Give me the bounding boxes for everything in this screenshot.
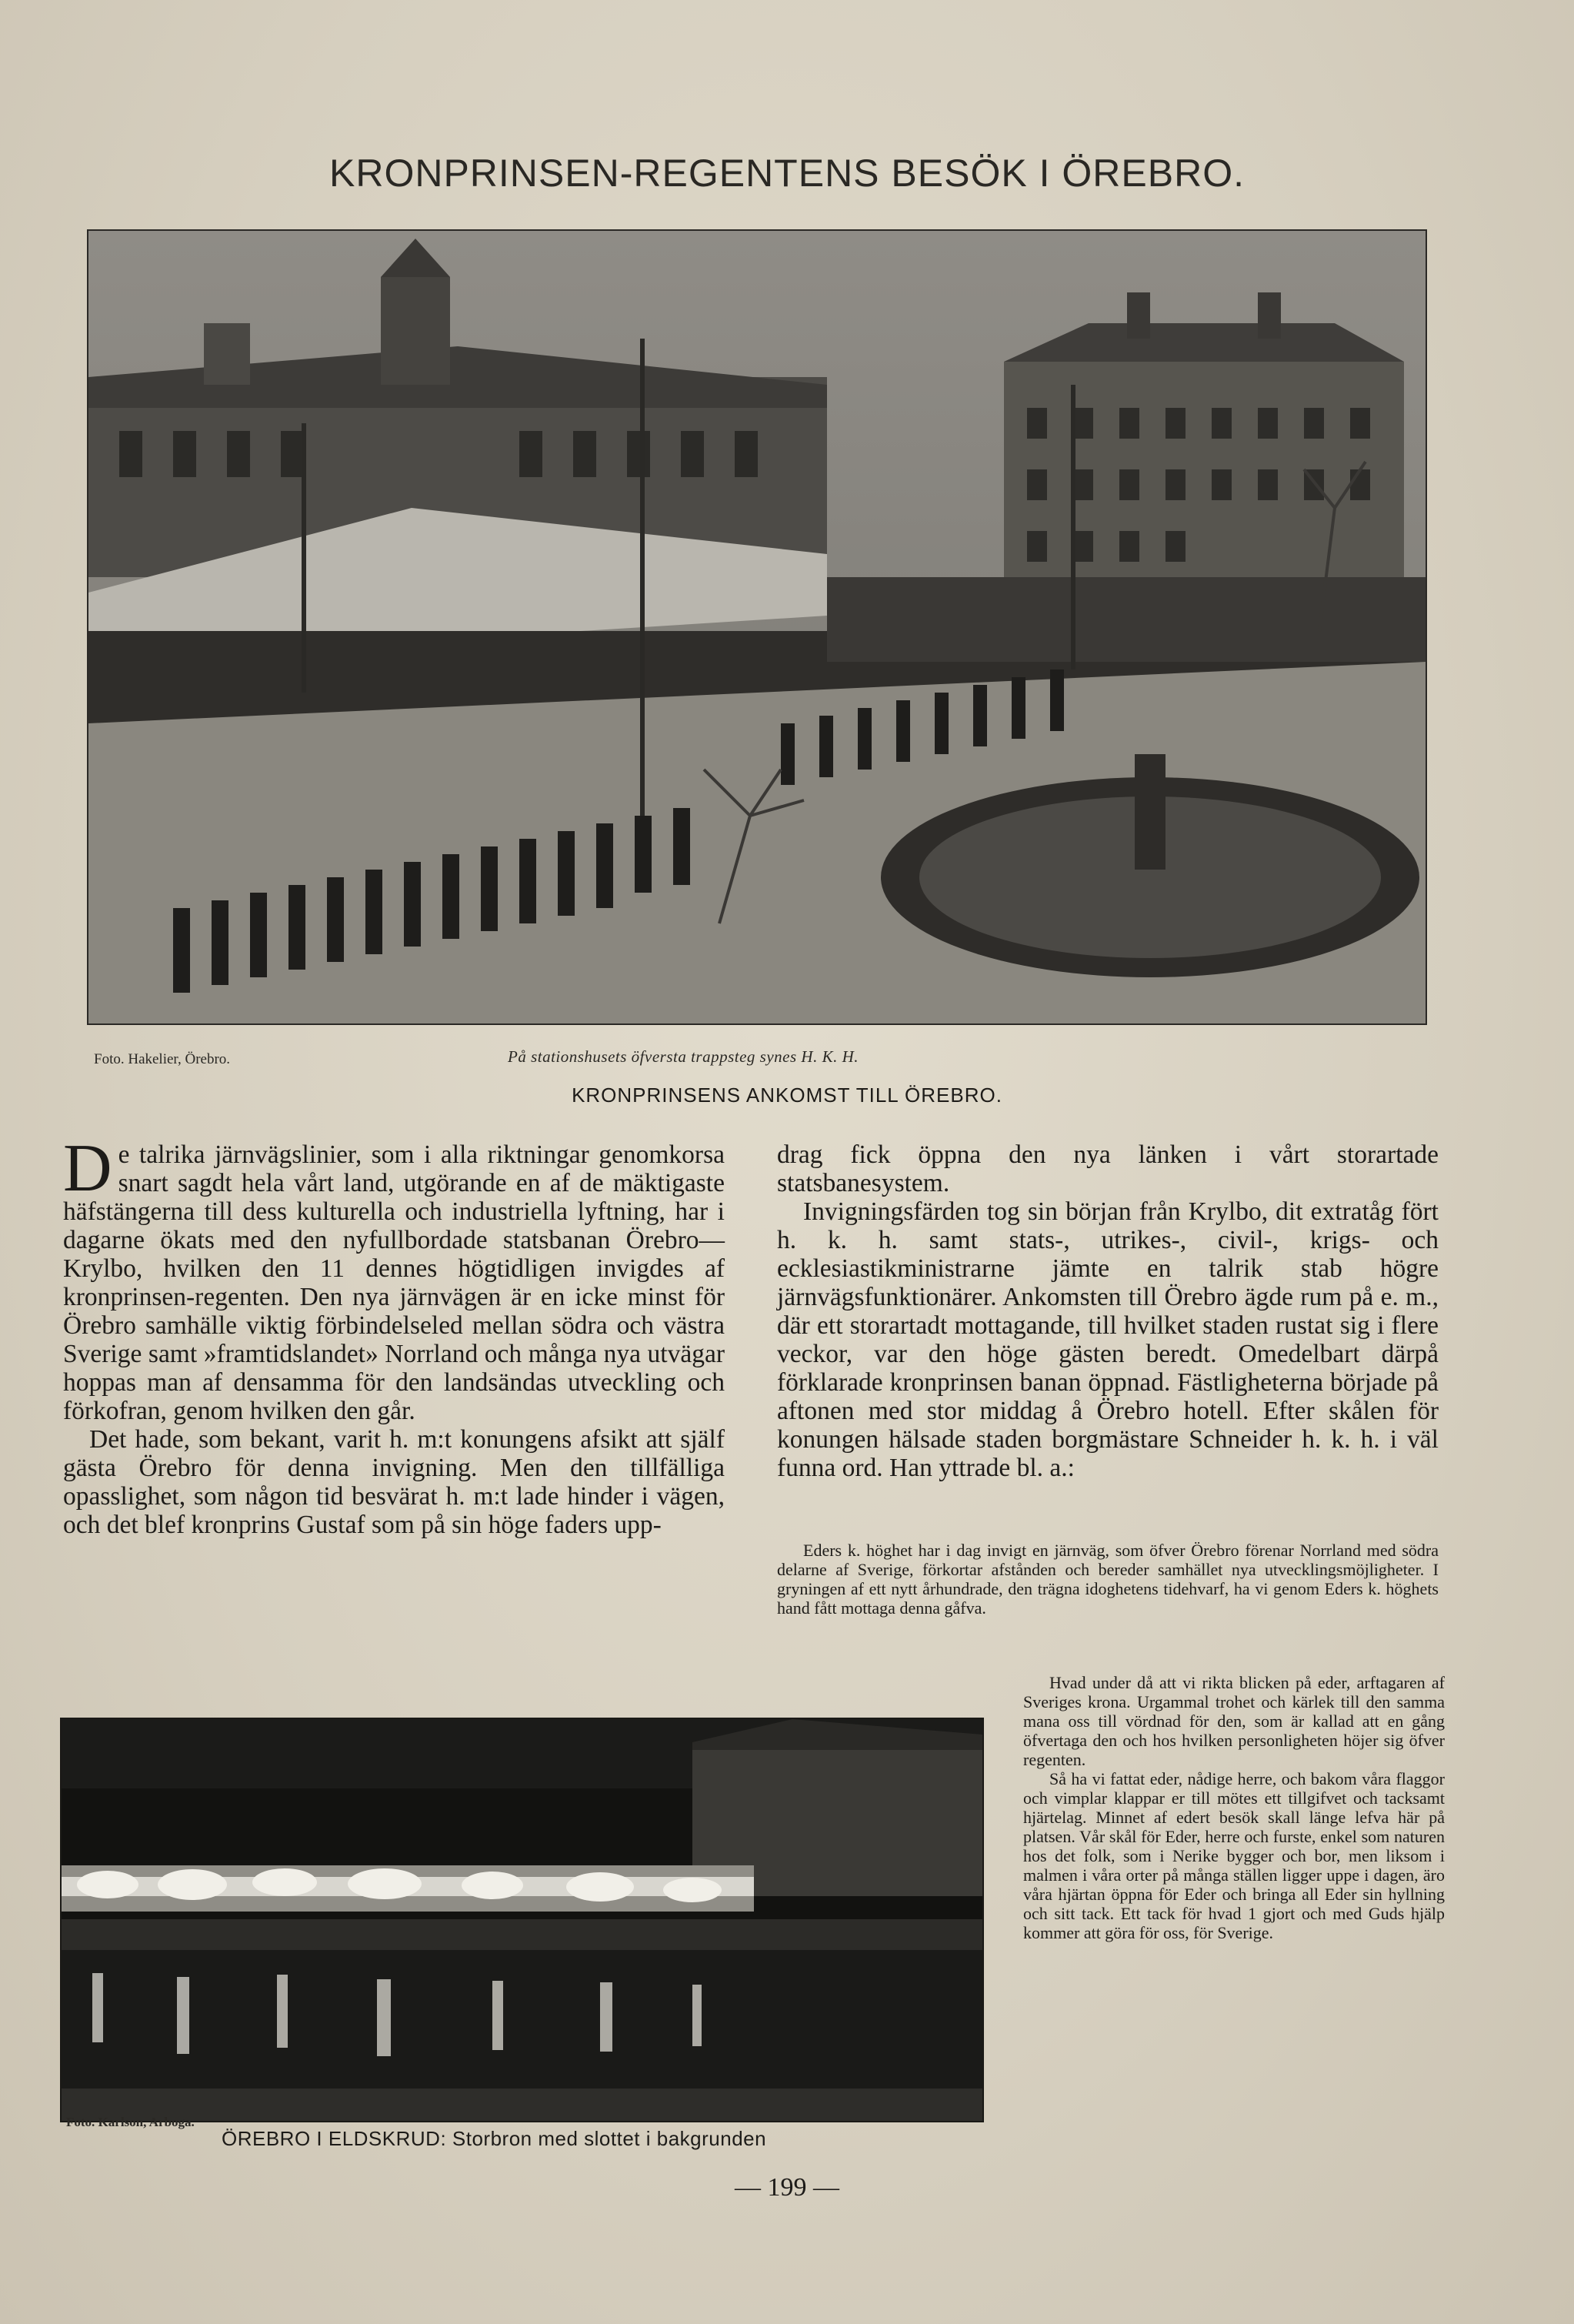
article-paragraph: drag fick öppna den nya länken i vårt storartade statsbanesystem.: [777, 1140, 1439, 1197]
bottom-photo-credit: Foto. Karlson, Arboga.: [66, 2115, 195, 2129]
top-photo-caption-note: På stationshusets öfversta trappsteg synes H. K. H.: [508, 1047, 859, 1066]
speech-paragraph: Hvad under då att vi rikta blicken på eder, arftagaren af Sveriges krona. Urgammal trohet och kärlek till den samma mana oss till vördnad för den, som är kallad att en gång öfvertaga den och hos hvilken personligheten höjer sig öfver regenten.: [1023, 1673, 1445, 1769]
article-paragraph: Invigningsfärden tog sin början från Krylbo, dit extratåg fört h. k. h. samt stats-, utrikes-, civil-, krigs- och ecklesiastikministrarne jämte en talrik stab högre järnvägsfunktionärer. Ankomsten till Örebro ägde rum på e. m., där ett storartadt mottagande, till hvilket staden rustat sig i flere veckor, var den höge gästen beredt. Omedelbart därpå förklarade kronprinsen banan öppnad. Fästligheterna började på aftonen med stor middag å Örebro hotell. Efter skålen för konungen hälsade staden borgmästare Schneider h. k. h. i väl funna ord. Han yttrade bl. a.:: [777, 1197, 1439, 1482]
speech-paragraph: Eders k. höghet har i dag invigt en järnväg, som öfver Örebro förenar Norrland med södra delarne af Sverige, förkortar afstånden och bereder samhället nya utvecklingsmöjligheter. I gryningen af ett nytt århundrade, den trägna idoghetens tidehvarf, ha vi genom Eders k. höghets hand fått mottaga denna gåfva.: [777, 1541, 1439, 1618]
top-photo-credit: Foto. Hakelier, Örebro.: [94, 1051, 231, 1067]
page-title: KRONPRINSEN-REGENTENS BESÖK I ÖREBRO.: [329, 152, 1245, 195]
station-arrival-photo: [87, 229, 1427, 1025]
article-paragraph: Det hade, som bekant, varit h. m:t konungens afsikt att själf gästa Örebro för denna invigning. Men den tillfälliga opasslighet, som någon tid besvärat h. m:t lade hinder i vägen, och det blef kronprins Gustaf som på sin höge faders upp-: [63, 1425, 725, 1539]
article-right-column: [777, 1140, 1439, 1482]
page-number: — 199 —: [735, 2173, 839, 2202]
top-photo-caption: KRONPRINSENS ANKOMST TILL ÖREBRO.: [572, 1084, 1002, 1107]
drop-cap: D: [63, 1131, 112, 1206]
speech-paragraph: Så ha vi fattat eder, nådige herre, och bakom våra flaggor och vimplar klappar er till mötes ett tillgifvet och tacksamt hjärtelag. Minnet af edert besök skall länge lefva här på platsen. Vår skål för Eder, herre och furste, enkel som naturen hos det folk, som i Nerike bygger och bor, men liksom i malmen i våra orter på många ställen ligger uppe i dagen, äro våra hjärtan öppna för Eder och bringa all Eder sin hyllning och sitt tack. Ett tack för hvad 1 gjort och med Guds hjälp kommer att göra för oss, för Sverige.: [1023, 1769, 1445, 1942]
bottom-photo-caption: ÖREBRO I ELDSKRUD: Storbron med slottet i bakgrunden: [222, 2127, 767, 2150]
article-left-column: [63, 1131, 725, 1539]
night-illumination-photo: [60, 1718, 984, 2122]
speech-column: [1023, 1673, 1445, 1942]
article-paragraph: De talrika järnvägslinier, som i alla riktningar genomkorsa snart sagdt hela vårt land, utgörande en af de mäktigaste häfstängerna till dess kulturella och industriella lyftning, har i dagarne ökats med den nyfullbordade statsbanan Örebro—Krylbo, hvilken den 11 dennes högtidligen invigdes af kronprinsen-regenten. Den nya järnvägen är en icke minst för Örebro samhälle viktig förbindelseled mellan södra och västra Sverige samt »framtidslandet» Norrland och många nya utvägar hoppas man af densamma för den landsändas utveckling och förkofran, genom hvilken den går.: [63, 1131, 725, 1425]
speech-intro-block: [777, 1541, 1439, 1618]
